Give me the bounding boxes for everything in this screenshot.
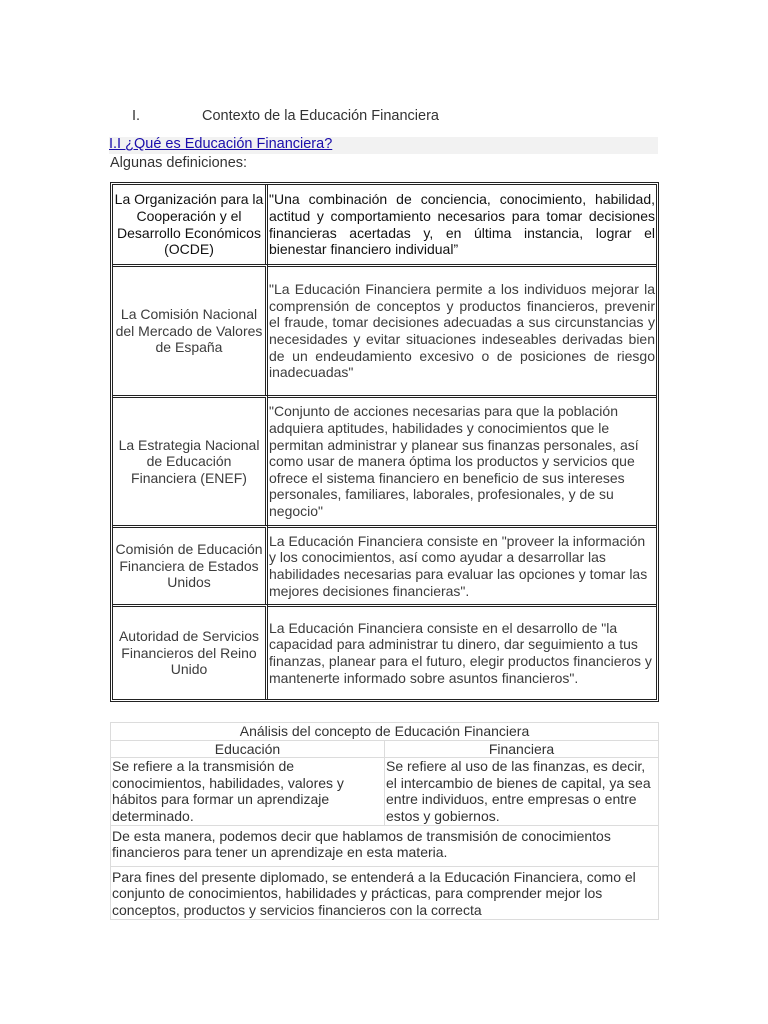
table-row (111, 740, 659, 758)
table-row (111, 866, 659, 919)
table-row (113, 525, 656, 604)
definition-cell: La Educación Financiera consiste en "proveer la información y los conocimientos, así como ayudar a desarrollar las habilidades necesarias para evaluar las opciones y tomar las mejores decisiones financieras". (268, 525, 656, 604)
definition-cell: "Una combinación de conciencia, conocimiento, habilidad, actitud y comportamiento necesarios para tomar decisiones financieras acertadas y, en última instancia, lograr el bienestar financiero individual” (269, 191, 655, 258)
diplomado-paragraph-cell (111, 866, 659, 919)
organization-cell: Comisión de Educación Financiera de Estados Unidos (113, 525, 268, 604)
organization-cell: La Estrategia Nacional de Educación Financiera (ENEF) (113, 395, 268, 525)
table-row (113, 395, 656, 525)
table-row (113, 264, 656, 395)
intro-text: Algunas definiciones: (110, 155, 248, 171)
section-heading (132, 108, 439, 124)
section-title: Contexto de la Educación Financiera (202, 108, 439, 124)
organization-cell: La Organización para la Cooperación y el Desarrollo Económicos (OCDE) (113, 185, 268, 264)
table-row (111, 758, 659, 825)
column-header-financiera: Financiera (385, 740, 659, 758)
definition-cell: La Educación Financiera consiste en el desarrollo de "la capacidad para administrar tu dinero, dar seguimiento a tus finanzas, planear para el futuro, elegir productos financieros y mantenerte informado sobre asuntos financieros". (268, 604, 656, 699)
conclusion-paragraph: De esta manera, podemos decir que hablamos de transmisión de conocimientos financieros para tener un aprendizaje en esta materia. (111, 825, 659, 866)
financiera-description: Se refiere al uso de las finanzas, es decir, el intercambio de bienes de capital, ya sea entre individuos, entre empresas o entre estos y gobiernos. (385, 758, 659, 825)
analysis-title: Análisis del concepto de Educación Financiera (111, 723, 659, 741)
table-row (111, 723, 659, 741)
section-number: I. (132, 108, 141, 124)
organization-cell: La Comisión Nacional del Mercado de Valores de España (113, 264, 268, 395)
diplomado-paragraph: Para fines del presente diplomado, se entenderá a la Educación Financiera, como el conjunto de conocimientos, habilidades y prácticas, para comprender mejor los conceptos, productos y servicios financieros con la correcta (112, 868, 636, 918)
table-row (111, 825, 659, 866)
educacion-description: Se refiere a la transmisión de conocimientos, habilidades, valores y hábitos para formar un aprendizaje determinado. (111, 758, 385, 825)
analysis-table (110, 722, 659, 920)
table-row (113, 185, 656, 264)
definitions-table (110, 182, 659, 702)
organization-cell: Autoridad de Servicios Financieros del Reino Unido (113, 604, 268, 699)
column-header-educacion: Educación (111, 740, 385, 758)
definition-cell: "Conjunto de acciones necesarias para que la población adquiera aptitudes, habilidades y conocimientos que le permitan administrar y planear sus finanzas personales, así como usar de manera óptima los productos y servicios que ofrece el sistema financiero en beneficio de sus intereses personales, familiares, laborales, profesionales, y de su negocio" (268, 395, 656, 525)
definition-cell: "La Educación Financiera permite a los individuos mejorar la comprensión de conceptos y productos financieros, prevenir el fraude, tomar decisiones adecuadas a sus circunstancias y necesidades y evitar situaciones indeseables derivadas bien de un endeudamiento excesivo o de posiciones de riesgo inadecuadas" (268, 264, 656, 395)
subsection-link[interactable]: I.I ¿Qué es Educación Financiera? (109, 136, 333, 152)
table-row (113, 604, 656, 699)
